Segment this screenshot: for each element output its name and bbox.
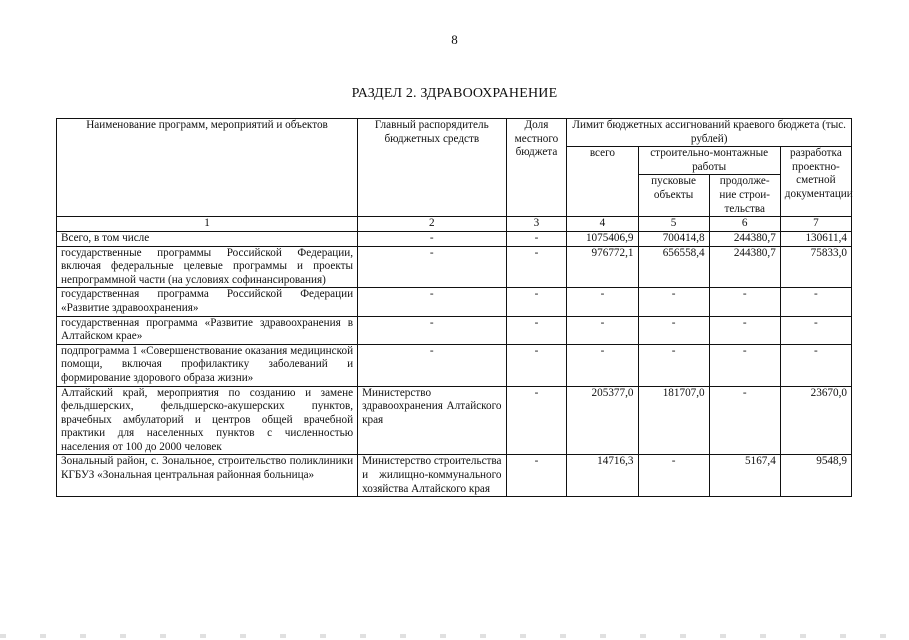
row-name: подпрограмма 1 «Совершенствование оказания медицинской помощи, включая профилактику заболеваний и формирование здорового образа жизни» [57,344,358,386]
row-name: Всего, в том числе [57,231,358,246]
row-launch: 700414,8 [638,231,709,246]
column-number: 2 [358,217,506,232]
row-continuation: - [709,288,780,316]
row-launch: 656558,4 [638,246,709,288]
row-continuation: 244380,7 [709,246,780,288]
column-number: 3 [506,217,567,232]
row-local-share: - [506,316,567,344]
row-name: государственная программа «Развитие здравоохранения в Алтайском крае» [57,316,358,344]
row-total: - [567,344,638,386]
row-manager: - [358,246,506,288]
header-continuation: продолже-ние строи-тельства [709,175,780,217]
row-manager: - [358,316,506,344]
header-local-share: Доля местного бюджета [506,119,567,217]
header-design: разработка проектно-сметной документации [780,147,851,217]
table-row [57,455,852,497]
row-continuation: - [709,386,780,455]
column-number: 7 [780,217,851,232]
row-total: 976772,1 [567,246,638,288]
row-local-share: - [506,455,567,497]
column-number: 1 [57,217,358,232]
header-limit: Лимит бюджетных ассигнований краевого бюджета (тыс. рублей) [567,119,852,147]
row-continuation: 244380,7 [709,231,780,246]
row-local-share: - [506,288,567,316]
header-manager: Главный распорядитель бюджетных средств [358,119,506,217]
row-design: - [780,316,851,344]
row-manager: - [358,231,506,246]
row-name: государственные программы Российской Федерации, включая федеральные целевые программы и проекты непрограммной части (на условиях софинансирования) [57,246,358,288]
row-continuation: - [709,344,780,386]
row-local-share: - [506,344,567,386]
row-manager: Министерство здравоохранения Алтайского края [358,386,506,455]
row-design: - [780,288,851,316]
row-name: Зональный район, с. Зональное, строительство поликлиники КГБУЗ «Зональная центральная районная больница» [57,455,358,497]
row-design: - [780,344,851,386]
row-name: Алтайский край, мероприятия по созданию и замене фельдшерских, фельдшерско-акушерских пунктов, врачебных амбулаторий и центров общей врачебной практики для населенных пунктов с численностью населения от 100 до 2000 человек [57,386,358,455]
row-total: - [567,316,638,344]
row-continuation: 5167,4 [709,455,780,497]
table-row [57,231,852,246]
row-manager: - [358,288,506,316]
row-design: 9548,9 [780,455,851,497]
row-local-share: - [506,231,567,246]
row-total: 1075406,9 [567,231,638,246]
row-continuation: - [709,316,780,344]
row-design: 130611,4 [780,231,851,246]
column-number: 5 [638,217,709,232]
header-launch: пусковые объекты [638,175,709,217]
row-design: 23670,0 [780,386,851,455]
header-name: Наименование программ, мероприятий и объектов [57,119,358,217]
row-total: - [567,288,638,316]
scan-artifact [0,634,909,638]
row-launch: - [638,344,709,386]
row-launch: 181707,0 [638,386,709,455]
table-row [57,344,852,386]
row-launch: - [638,316,709,344]
table-row [57,386,852,455]
row-name: государственная программа Российской Федерации «Развитие здравоохранения» [57,288,358,316]
table-row [57,288,852,316]
table-row [57,316,852,344]
row-local-share: - [506,246,567,288]
row-local-share: - [506,386,567,455]
header-total: всего [567,147,638,217]
page-number: 8 [451,32,458,47]
row-launch: - [638,455,709,497]
row-launch: - [638,288,709,316]
row-manager: - [358,344,506,386]
column-number: 6 [709,217,780,232]
table-row [57,246,852,288]
row-total: 14716,3 [567,455,638,497]
budget-table [56,118,852,497]
column-number: 4 [567,217,638,232]
header-construction: строительно-монтажные работы [638,147,780,175]
row-total: 205377,0 [567,386,638,455]
section-title: РАЗДЕЛ 2. ЗДРАВООХРАНЕНИЕ [351,86,558,101]
row-manager: Министерство строительства и жилищно-коммунального хозяйства Алтайского края [358,455,506,497]
row-design: 75833,0 [780,246,851,288]
column-number-row [57,217,852,232]
